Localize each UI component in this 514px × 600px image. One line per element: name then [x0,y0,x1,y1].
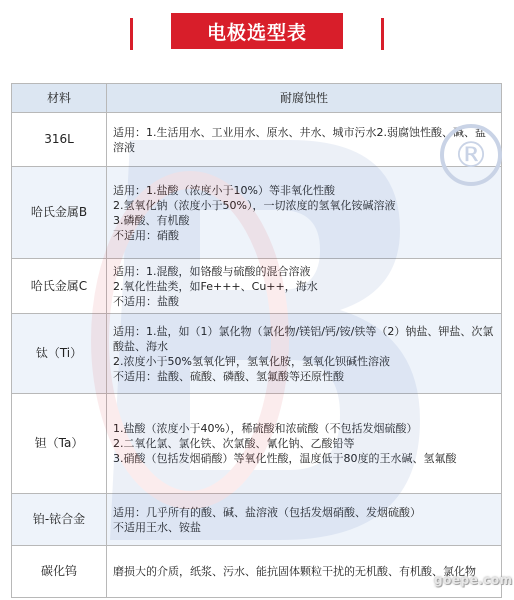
material-cell: 钛（Ti） [12,314,107,394]
corrosion-cell [107,394,502,494]
table-row [12,167,502,259]
corrosion-cell [107,314,502,394]
material-cell: 哈氏金属B [12,167,107,259]
corrosion-line: 不适用：盐酸、硫酸、磷酸、氢氟酸等还原性酸 [113,369,344,383]
table-row [12,113,502,167]
table-row [12,394,502,494]
corrosion-line: 2.二氧化氯、氯化铁、次氯酸、氰化钠、乙酸铅等 [113,437,355,450]
electrode-table [11,83,502,598]
title-left-bar [130,18,133,50]
registered-mark-icon: ® [440,124,502,186]
corrosion-cell [107,113,502,167]
corrosion-line: 3.硝酸（包括发烟硝酸）等氧化性酸，温度低于80度的王水碱、氢氟酸 [113,452,457,465]
material-column-header: 材料 [12,84,107,113]
corrosion-cell [107,259,502,314]
corrosion-cell [107,167,502,259]
material-cell: 哈氏金属C [12,259,107,314]
corrosion-line: 不适用：硝酸 [113,228,179,242]
corrosion-line: 2.浓度小于50%氢氧化钾，氢氧化胺，氢氧化钡碱性溶液 [113,354,390,368]
corrosion-column-header: 耐腐蚀性 [107,84,502,113]
corrosion-line: 适用：1.盐，如（1）氯化物（氯化物/镁铝/钙/铵/铁等（2）钠盐、钾盐、次氯酸盐、海水 [113,324,494,353]
corrosion-line: 磨损大的介质，纸浆、污水、能抗固体颗粒干扰的无机酸、有机酸、氯化物 [113,565,476,578]
header [0,0,514,72]
corrosion-line: 3.磷酸、有机酸 [113,213,190,227]
table-row [12,259,502,314]
corrosion-line: 适用：几乎所有的酸、碱、盐溶液（包括发烟硝酸、发烟硫酸） [113,505,421,519]
material-cell: 铂-铱合金 [12,494,107,546]
corrosion-line: 不适用王水、铵盐 [113,520,201,534]
corrosion-line: 适用：1.盐酸（浓度小于10%）等非氧化性酸 [113,183,335,197]
table-header-row [12,84,502,113]
corrosion-line: 1.盐酸（浓度小于40%），稀硫酸和浓硫酸（不包括发烟硫酸） [113,422,418,435]
material-cell: 碳化钨 [12,546,107,598]
site-watermark: goepe.com [434,573,513,587]
title-right-bar [381,18,384,50]
corrosion-line: 2.氢氧化钠（浓度小于50%），一切浓度的氢氧化铵碱溶液 [113,198,396,212]
table-row [12,494,502,546]
table-row [12,546,502,598]
corrosion-line: 适用：1.生活用水、工业用水、原水、井水、城市污水2.弱腐蚀性酸、碱、盐溶液 [113,125,486,154]
corrosion-line: 不适用：盐酸 [113,294,179,308]
material-cell: 316L [12,113,107,167]
corrosion-cell [107,494,502,546]
corrosion-cell [107,546,502,598]
page-title: 电极选型表 [171,13,343,49]
corrosion-line: 适用：1.混酸，如铬酸与硫酸的混合溶液 [113,264,311,278]
corrosion-line: 2.氧化性盐类，如Fe+++、Cu++，海水 [113,279,318,293]
material-cell: 钽（Ta） [12,394,107,494]
table-row [12,314,502,394]
